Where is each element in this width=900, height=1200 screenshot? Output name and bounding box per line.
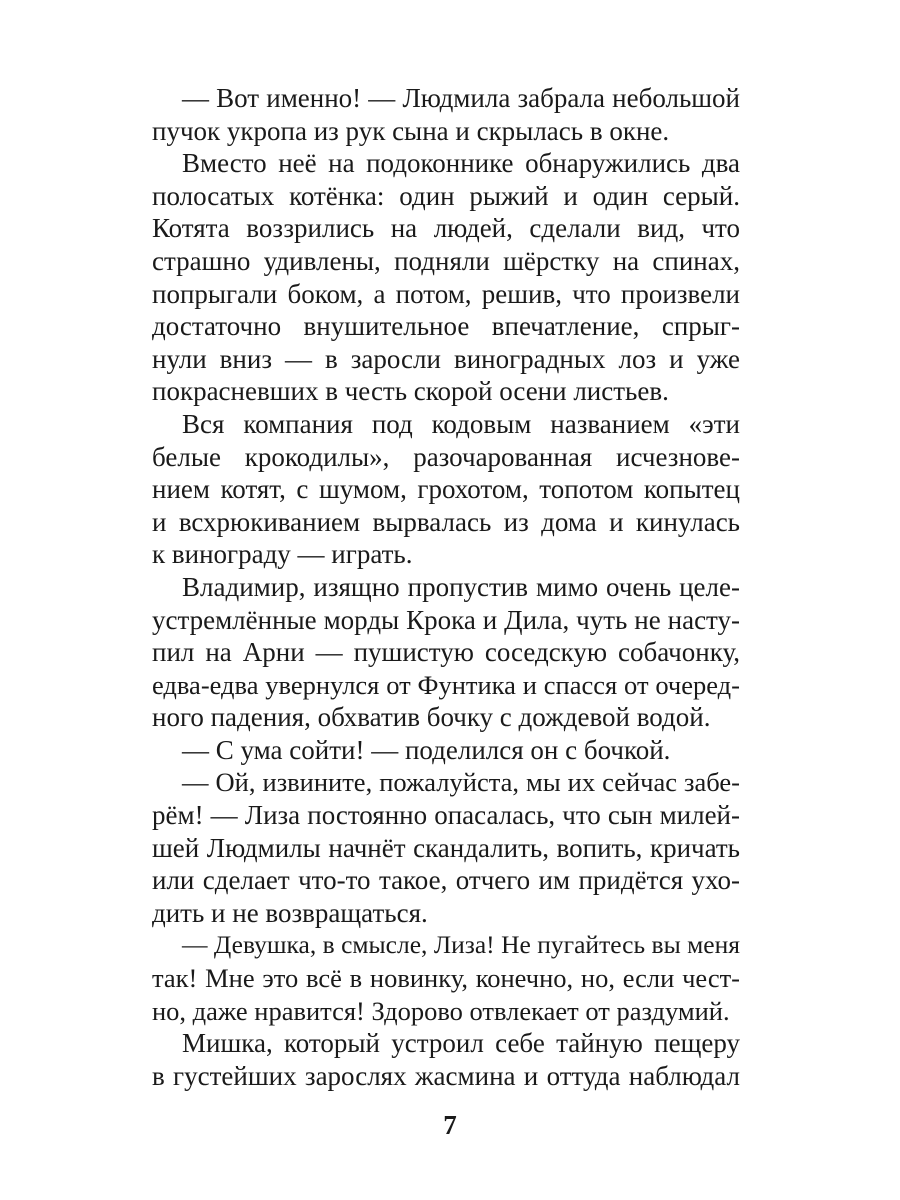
text-line: — Девушка, в смысле, Лиза! Не пугайтесь вы меня: [182, 930, 740, 960]
text-line: полосатых котёнка: один рыжий и один серый.: [152, 180, 740, 211]
text-line: пучок укропа из рук сына и скрылась в окне.: [152, 115, 670, 146]
text-line: — С ума сойти! — поделился он с бочкой.: [182, 734, 671, 765]
text-line: шей Людмилы начнёт скандалить, вопить, кричать: [152, 832, 740, 863]
text-line: — Ой, извините, пожалуйста, мы их сейчас забе-: [182, 767, 740, 798]
text-line: — Вот именно! — Людмила забрала небольшой: [182, 83, 740, 113]
text-line: пил на Арни — пушистую соседскую собачонку,: [152, 637, 740, 668]
text-line: Мишка, который устроил себе тайную пещеру: [182, 1028, 740, 1059]
text-line: рём! — Лиза постоянно опасалась, что сын милей-: [152, 800, 740, 831]
text-line: Вместо неё на подоконнике обнаружились два: [182, 148, 740, 179]
text-line: страшно удивлены, подняли шёрстку на спинах,: [152, 245, 740, 276]
text-line: или сделает что-то такое, отчего им придётся ухо-: [152, 865, 740, 896]
text-line: нули вниз — в заросли виноградных лоз и уже: [152, 343, 740, 374]
text-line: в густейших зарослях жасмина и оттуда наблюдал: [152, 1060, 740, 1091]
text-line: дить и не возвращаться.: [152, 897, 428, 928]
text-line: и всхрюкиванием вырвалась из дома и кинулась: [152, 506, 740, 537]
text-line: достаточно внушительное впечатление, спрыг-: [152, 311, 740, 342]
text-line: Котята воззрились на людей, сделали вид, что: [152, 213, 740, 244]
text-line: попрыгали боком, а потом, решив, что произвели: [152, 278, 740, 309]
text-line: едва-едва увернулся от Фунтика и спасся от очеред-: [152, 669, 740, 700]
text-line: к винограду — играть.: [152, 539, 413, 570]
text-line: устремлённые морды Крока и Дила, чуть не насту-: [152, 604, 740, 635]
text-line: ного падения, обхватив бочку с дождевой водой.: [152, 702, 711, 733]
text-line: покрасневших в честь скорой осени листьев.: [152, 376, 669, 407]
text-line: Вся компания под кодовым названием «эти: [182, 408, 740, 439]
text-line: так! Мне это всё в новинку, конечно, но, если чест-: [152, 963, 740, 994]
page-number: 7: [443, 1110, 457, 1140]
text-line: Владимир, изящно пропустив мимо очень целе-: [182, 571, 740, 602]
body-text: [152, 82, 740, 1092]
text-line: нием котят, с шумом, грохотом, топотом копытец: [152, 474, 740, 505]
text-line: но, даже нравится! Здорово отвлекает от раздумий.: [152, 995, 730, 1026]
text-line: белые крокодилы», разочарованная исчезнове-: [152, 441, 740, 472]
